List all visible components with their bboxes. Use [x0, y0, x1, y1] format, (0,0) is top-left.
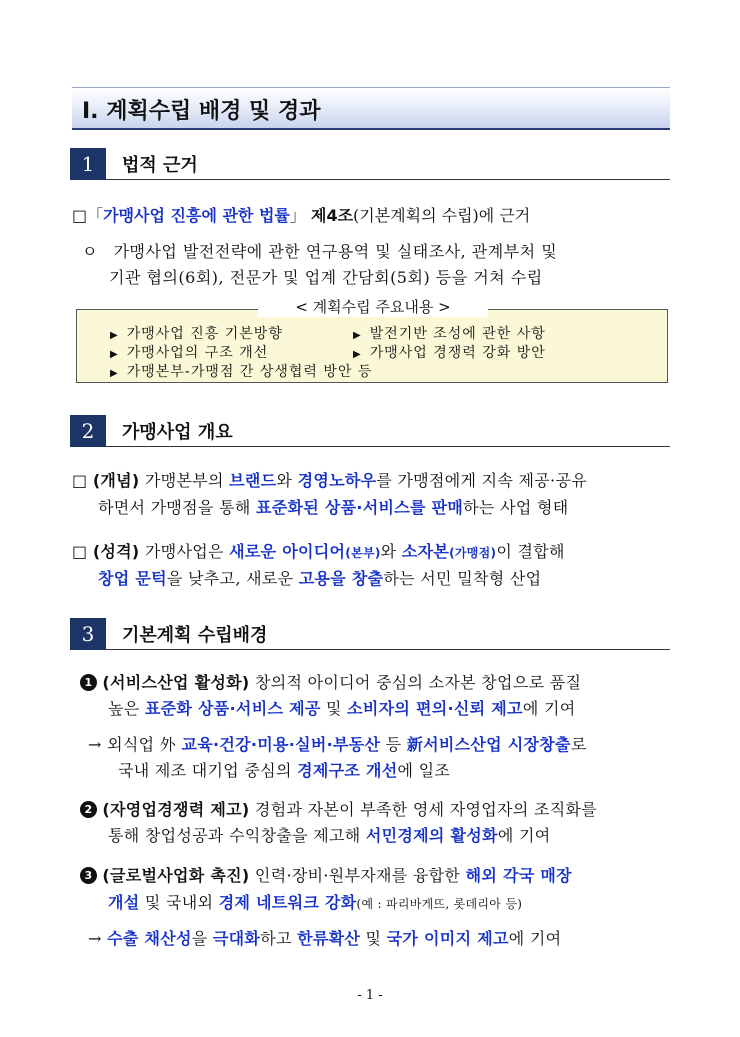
nature-label: (성격) — [92, 542, 140, 561]
square-bullet-icon: □ — [72, 542, 88, 561]
section-1-header — [70, 148, 670, 180]
chapter-header — [72, 87, 670, 130]
triangle-bullet-icon: ▶ — [353, 330, 362, 341]
article-number: 제4조 — [310, 206, 354, 225]
section-2-header — [70, 415, 670, 447]
section-number: 2 — [70, 415, 106, 447]
box-item: ▶ 가맹사업 경쟁력 강화 방안 — [353, 345, 546, 361]
circle-bullet-icon: ㅇ — [82, 242, 98, 261]
page-number: - 1 - — [357, 988, 383, 1003]
section-number: 3 — [70, 618, 106, 650]
item-3-continued: 개설 및 국내외 경제 네트워크 강화(예 : 파리바게뜨, 롯데리아 등) — [108, 893, 523, 912]
arrow-icon: → — [88, 735, 102, 754]
triangle-bullet-icon: ▶ — [110, 330, 119, 341]
section-title: 가맹사업 개요 — [122, 422, 233, 443]
box-item: ▶ 가맹사업의 구조 개선 — [110, 345, 269, 361]
arrow-item-1: → 외식업 外 교육·건강·미용·실버·부동산 등 新서비스산업 시장창출로 — [88, 735, 587, 754]
box-item: ▶ 발전기반 조성에 관한 사항 — [353, 326, 546, 342]
item-2-continued: 통해 창업성공과 수익창출을 제고해 서민경제의 활성화에 기여 — [108, 826, 551, 845]
section-title: 기본계획 수립배경 — [122, 625, 268, 646]
sub-item: ㅇ 가맹사업 발전전략에 관한 연구용역 및 실태조사, 관계부처 및 — [82, 242, 558, 261]
concept-label: (개념) — [92, 471, 140, 490]
section-underline — [106, 179, 670, 180]
example-note: (예 : 파리바게뜨, 롯데리아 등) — [356, 897, 523, 911]
box-item: ▶ 가맹사업 진흥 기본방향 — [110, 326, 283, 342]
item-3: 3 (글로벌사업화 촉진) 인력·장비·원부자재를 융합한 해외 각국 매장 — [80, 863, 572, 888]
section-underline — [106, 446, 670, 447]
concept-paragraph: □ (개념) 가맹본부의 브랜드와 경영노하우를 가맹점에게 지속 제공·공유 — [72, 471, 587, 490]
nature-paragraph: □ (성격) 가맹사업은 새로운 아이디어(본부)와 소자본(가맹점)이 결합해 — [72, 542, 565, 561]
square-bullet-icon: □ — [72, 206, 88, 225]
section-underline — [106, 649, 670, 650]
sub-item-continued: 기관 협의(6회), 전문가 및 업계 간담회(5회) 등을 거쳐 수립 — [109, 268, 543, 287]
section-title: 법적 근거 — [122, 155, 198, 176]
triangle-bullet-icon: ▶ — [110, 349, 119, 360]
section-number: 1 — [70, 148, 106, 180]
number-2-icon: 2 — [80, 801, 97, 818]
triangle-bullet-icon: ▶ — [353, 349, 362, 360]
square-bullet-icon: □ — [72, 471, 88, 490]
section-3-header — [70, 618, 670, 650]
arrow-icon: → — [88, 929, 102, 948]
box-title: < 계획수립 주요내용 > — [258, 296, 488, 317]
number-3-icon: 3 — [80, 867, 97, 884]
box-item: ▶ 가맹본부-가맹점 간 상생협력 방안 등 — [110, 364, 373, 380]
item-2: 2 (자영업경쟁력 제고) 경험과 자본이 부족한 영세 자영업자의 조직화를 — [80, 797, 597, 822]
nature-paragraph-continued: 창업 문턱을 낮추고, 새로운 고용을 창출하는 서민 밀착형 산업 — [98, 569, 542, 588]
item-1: 1 (서비스산업 활성화) 창의적 아이디어 중심의 소자본 창업으로 품질 — [80, 670, 581, 695]
number-1-icon: 1 — [80, 674, 97, 691]
triangle-bullet-icon: ▶ — [110, 368, 119, 379]
chapter-title: Ⅰ. 계획수립 배경 및 경과 — [82, 99, 321, 124]
arrow-item-1-continued: 국내 제조 대기업 중심의 경제구조 개선에 일조 — [118, 761, 451, 780]
law-name: 가맹사업 진흥에 관한 법률 — [103, 206, 290, 225]
item-1-continued: 높은 표준화 상품·서비스 제공 및 소비자의 편의·신뢰 제고에 기여 — [108, 699, 576, 718]
legal-basis-paragraph: □「가맹사업 진흥에 관한 법률」 제4조(기본계획의 수립)에 근거 — [72, 206, 531, 225]
arrow-item-2: → 수출 채산성을 극대화하고 한류확산 및 국가 이미지 제고에 기여 — [88, 929, 562, 948]
concept-paragraph-continued: 하면서 가맹점을 통해 표준화된 상품·서비스를 판매하는 사업 형태 — [98, 498, 569, 517]
